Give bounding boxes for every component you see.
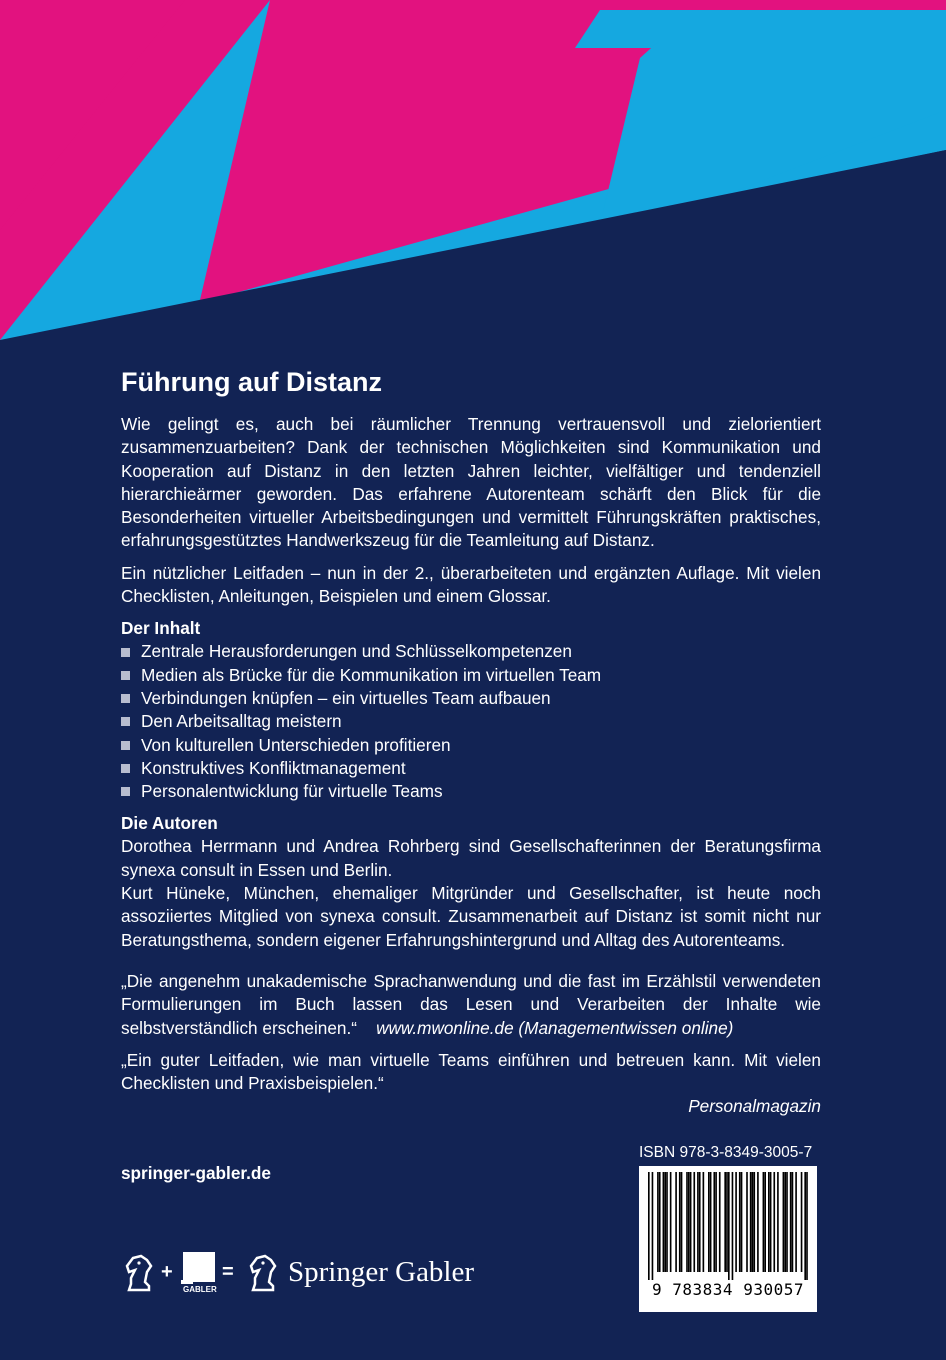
list-item: Konstruktives Konfliktmanagement (121, 757, 821, 780)
logo-equals: = (222, 1261, 234, 1283)
list-item: Medien als Brücke für die Kommunikation im virtuellen Team (121, 664, 821, 687)
barcode-bars (648, 1172, 808, 1280)
list-item: Personalentwicklung für virtuelle Teams (121, 780, 821, 803)
bullet-square-icon (121, 787, 130, 796)
springer-knight-icon (121, 1252, 157, 1292)
bullet-square-icon (121, 764, 130, 773)
back-cover-text (121, 365, 821, 1128)
authors-paragraph-1: Dorothea Herrmann und Andrea Rohrberg sind Gesellschafterinnen der Beratungsfirma synexa consult in Essen und Berlin. (121, 836, 821, 880)
review-quote-2 (121, 1049, 821, 1119)
bullet-square-icon (121, 694, 130, 703)
quote-2-text: „Ein guter Leitfaden, wie man virtuelle Teams einführen und betreuen kann. Mit vielen Checklisten und Praxisbeispielen.“ (121, 1049, 821, 1094)
barcode-digits: 9 783834 930057 (652, 1280, 804, 1299)
list-item: Den Arbeitsalltag meistern (121, 710, 821, 733)
publisher-logos (121, 1248, 501, 1296)
quote-1-text: „Die angenehm unakademische Sprachanwendung und die fast im Erzählstil verwendeten Formulierungen im Buch lassen das Lesen und Verarbeiten der Inhalte wie selbstverständlich erscheinen.“ (121, 970, 821, 1038)
bullet-square-icon (121, 648, 130, 657)
springer-knight-icon-2 (245, 1252, 281, 1292)
bullet-square-icon (121, 671, 130, 680)
intro-paragraph: Wie gelingt es, auch bei räumlicher Trennung vertrauensvoll und zielorientiert zusammenzuarbeiten? Dank der technischen Möglichkeiten sind Kommunikation und Kooperation auf Distanz in den letzten Jahren leichter, vielfältiger und tendenziell hierarchieärmer geworden. Das erfahrene Autorenteam schärft den Blick für die Besonderheiten virtueller Arbeitsbedingungen und vermittelt Führungskräften praktisches, erfahrungsgestütztes Handwerkszeug für die Teamleitung auf Distanz. (121, 414, 821, 551)
contents-heading: Der Inhalt (121, 618, 201, 639)
publisher-name: Springer Gabler (288, 1256, 475, 1288)
authors-heading: Die Autoren (121, 813, 218, 834)
book-title: Führung auf Distanz (121, 367, 382, 397)
cyan-stripe (640, 40, 946, 58)
gabler-mark: GABLER (183, 1285, 217, 1294)
edition-paragraph: Ein nützlicher Leitfaden – nun in der 2., überarbeiteten und ergänzten Auflage. Mit vielen Checklisten, Anleitungen, Beispielen und einem Glossar. (121, 562, 821, 607)
cover-graphic (0, 0, 946, 350)
bullet-square-icon (121, 717, 130, 726)
gabler-logo-icon (181, 1250, 219, 1294)
quote-2-source: Personalmagazin (688, 1096, 821, 1117)
list-item: Verbindungen knüpfen – ein virtuelles Team aufbauen (121, 687, 821, 710)
barcode (639, 1166, 817, 1312)
authors-paragraph-2: Kurt Hüneke, München, ehemaliger Mitgründer und Gesellschafter, ist heute noch assoziiertes Mitglied von synexa consult. Zusammenarbeit auf Distanz ist somit nicht nur Beratungsthema, sondern eigener Erfahrungshintergrund und Alltag des Autorenteams. (121, 883, 821, 950)
contents-list (121, 640, 821, 803)
authors-section (121, 835, 821, 951)
bullet-square-icon (121, 741, 130, 750)
logo-plus: + (161, 1261, 173, 1283)
isbn-label: ISBN 978-3-8349-3005-7 (639, 1144, 813, 1161)
publisher-website[interactable]: springer-gabler.de (121, 1163, 271, 1183)
list-item: Von kulturellen Unterschieden profitieren (121, 734, 821, 757)
list-item: Zentrale Herausforderungen und Schlüsselkompetenzen (121, 640, 821, 663)
review-quote-1 (121, 970, 821, 1040)
quote-1-source: www.mwonline.de (Managementwissen online) (376, 1017, 734, 1038)
